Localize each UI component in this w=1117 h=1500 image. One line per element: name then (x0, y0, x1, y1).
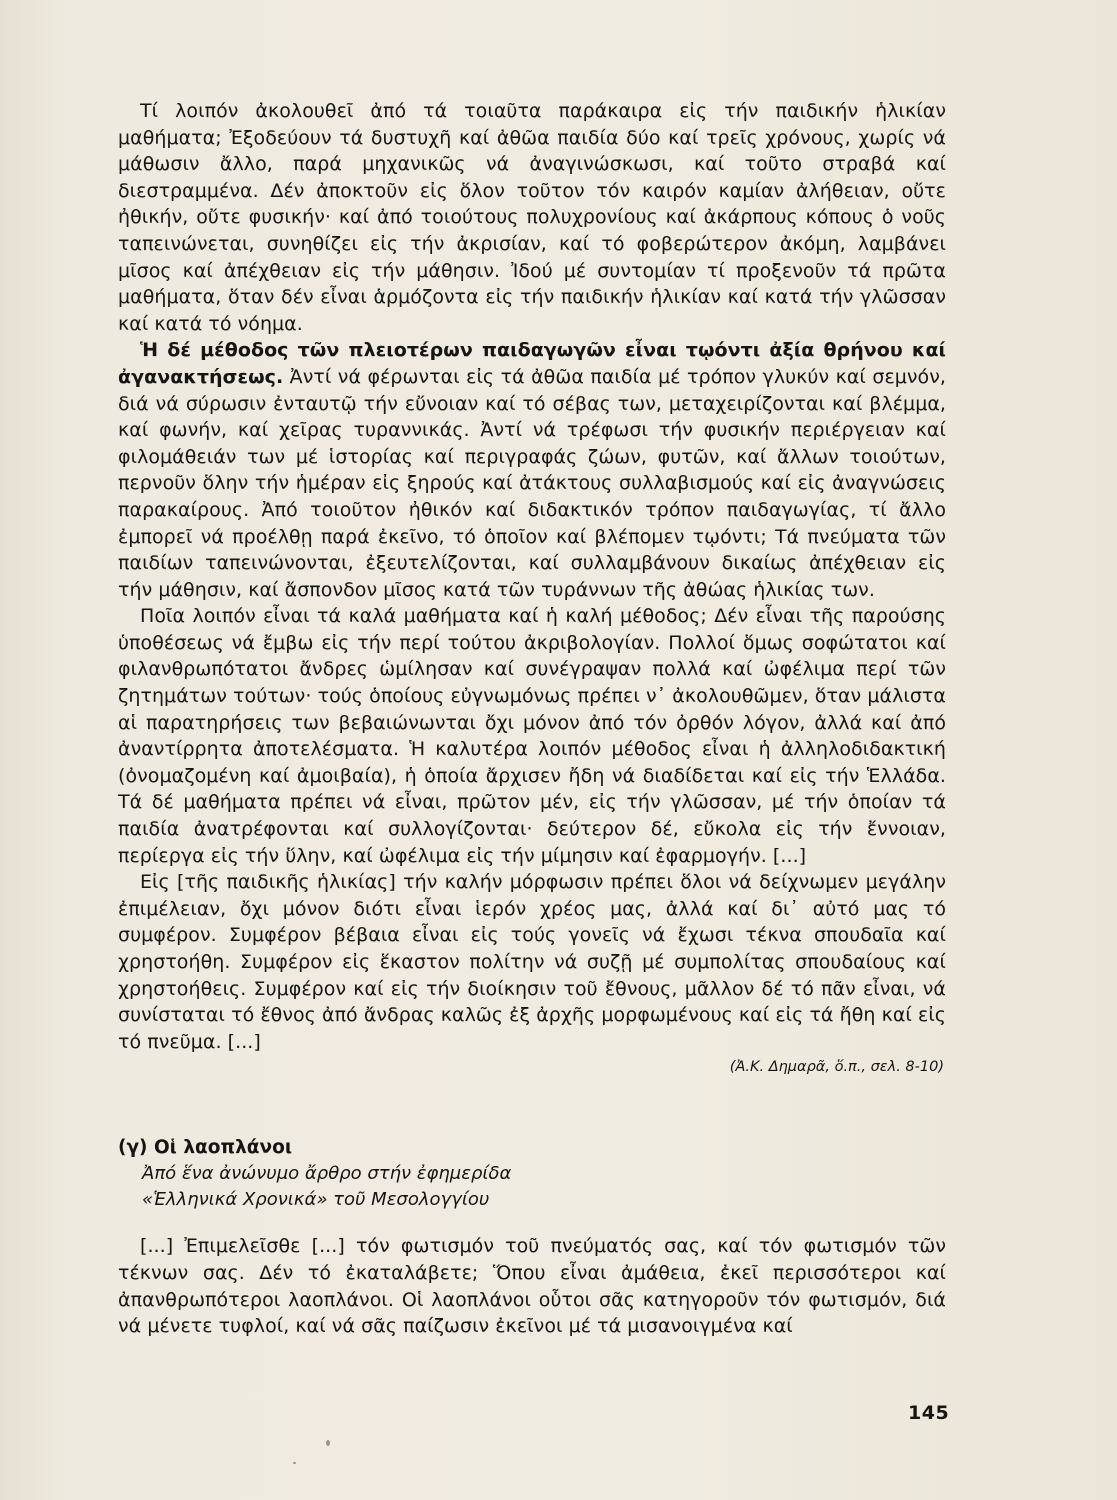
paragraph-2 (118, 337, 946, 603)
print-speck (326, 1440, 330, 1446)
section-subtitle-line-1: Ἀπό ἕνα ἀνώνυμο ἄρθρο στήν ἐφημερίδα (142, 1163, 512, 1185)
section-spacer (118, 1079, 946, 1135)
page-number: 145 (908, 1402, 950, 1424)
subtitle-spacer (118, 1213, 946, 1233)
source-citation: (Ἀ.Κ. Δημαρᾶ, ὅ.π., σελ. 8-10) (729, 1059, 944, 1076)
paragraph-1: Τί λοιπόν ἀκολουθεῖ ἀπό τά τοιαῦτα παράκαιρα εἰς τήν παιδικήν ἡλικίαν μαθήματα; Ἐξοδεύουν τά δυστυχῆ καί ἀθῶα παιδία δύο καί τρεῖς χρόνους, χωρίς νά μάθωσιν ἄλλο, παρά μηχανικῶς νά ἀναγινώσκωσι, καί τοῦτο στραβά καί διεστραμμένα. Δέν ἀποκτοῦν εἰς ὅλον τοῦτον τόν καιρόν καμίαν ἀλήθειαν, οὔτε ἠθικήν, οὔτε φυσικήν· καί ἀπό τοιούτους πολυχρονίους καί ἀκάρπους κόπους ὁ νοῦς ταπεινώνεται, συνηθίζει εἰς τήν ἀκρισίαν, καί τό φοβερώτερον ἀκόμη, λαμβάνει μῖσος καί ἀπέχθειαν εἰς τήν μάθησιν. Ἰδού μέ συντομίαν τί προξενοῦν τά πρῶτα μαθήματα, ὅταν δέν εἶναι ἁρμόζοντα εἰς τήν παιδικήν ἡλικίαν καί κατά τήν γλῶσσαν καί κατά τό νόημα. (118, 100, 946, 335)
paragraph-2-bold-lead: Ἡ δέ μέθοδος τῶν πλειοτέρων παιδαγωγῶν εἶναι τῳόντι ἀξία θρήνου καί ἀγανακτήσεως. (118, 339, 946, 388)
paragraph-2-body: Ἀντί νά φέρωνται εἰς τά ἀθῶα παιδία μέ τρόπον γλυκύν καί σεμνόν, διά νά σύρωσιν ἐνταυτῷ τήν εὔνοιαν καί τό σέβας των, μεταχειρίζονται καί βλέμμα, καί φωνήν, καί χεῖρας τυραννικάς. Ἀντί νά τρέφωσι τήν φυσικήν περιέργειαν καί φιλομάθειάν των μέ ἱστορίας καί περιγραφάς ζώων, φυτῶν, καί ἄλλων τοιούτων, περνοῦν ὅλην τήν ἡμέραν εἰς ξηρούς καί ἀτάκτους συλλαβισμούς καί εἰς ἀναγνώσεις παρακαίρους. Ἀπό τοιοῦτον ἠθικόν καί διδακτικόν τρόπον παιδαγωγίας, τί ἄλλο ἐμπορεῖ νά προέλθῃ παρά ἐκεῖνο, τό ὁποῖον καί βλέπομεν τῳόντι; Τά πνεύματα τῶν παιδίων ταπεινώνονται, ἐξευτελίζονται, καί συλλαμβάνουν δικαίως ἀπέχθειαν εἰς τήν μάθησιν, καί ἄσπονδον μῖσος κατά τῶν τυράννων τῆς ἀθώας ἡλικίας των. (118, 365, 946, 601)
section-heading: (γ) Οἱ λαοπλάνοι (118, 1137, 293, 1159)
paragraph-4: Εἰς [τῆς παιδικῆς ἡλικίας] τήν καλήν μόρφωσιν πρέπει ὅλοι νά δείχνωμεν μεγάλην ἐπιμέλειαν, ὄχι μόνον διότι εἶναι ἱερόν χρέος μας, ἀλλά καί δι᾿ αὐτό μας τό συμφέρον. Συμφέρον βέβαια εἶναι εἰς τούς γονεῖς νά ἔχωσι τέκνα σπουδαῖα καί χρηστοήθη. Συμφέρον εἰς ἕκαστον πολίτην νά συζῇ μέ συμπολίτας σπουδαίους καί χρηστοήθεις. Συμφέρον καί εἰς τήν διοίκησιν τοῦ ἔθνους, μᾶλλον δέ τό πᾶν εἶναι, νά συνίσταται τό ἔθνος ἀπό ἄνδρας καλῶς ἐξ ἀρχῆς μορφωμένους καί εἰς τά ἤθη καί εἰς τό πνεῦμα. [...] (118, 871, 946, 1053)
section-paragraph: [...] Ἐπιμελεῖσθε [...] τόν φωτισμόν τοῦ πνεύματός σας, καί τόν φωτισμόν τῶν τέκνων σας. Δέν τό ἐκαταλάβετε; Ὅπου εἶναι ἀμάθεια, ἐκεῖ περισσότεροι καί ἀπανθρωπότεροι λαοπλάνοι. Οἱ λαοπλάνοι οὗτοι σᾶς κατηγοροῦν τόν φωτισμόν, διά νά μένετε τυφλοί, καί νά σᾶς παίζωσιν ἐκεῖνοι μέ τά μισανοιγμένα καί (118, 1235, 946, 1338)
paragraph-3: Ποῖα λοιπόν εἶναι τά καλά μαθήματα καί ἡ καλή μέθοδος; Δέν εἶναι τῆς παρούσης ὑποθέσεως νά ἔμβω εἰς τήν περί τούτου ἀκριβολογίαν. Πολλοί ὅμως σοφώτατοι καί φιλανθρωπότατοι ἄνδρες ὡμίλησαν καί συνέγραψαν πολλά καί ὠφέλιμα περί τῶν ζητημάτων τούτων· τούς ὁποίους εὐγνωμόνως πρέπει ν᾿ ἀκολουθῶμεν, ὅταν μάλιστα αἱ παρατηρήσεις των βεβαιώνωνται ὄχι μόνον ἀπό τόν ὀρθόν λόγον, ἀλλά καί ἀπό ἀναντίρρητα ἀποτελέσματα. Ἡ καλυτέρα λοιπόν μέθοδος εἶναι ἡ ἀλληλοδιδακτική (ὀνομαζομένη καί ἀμοιβαία), ἡ ὁποία ἄρχισεν ἤδη νά διαδίδεται καί εἰς τήν Ἑλλάδα. Τά δέ μαθήματα πρέπει νά εἶναι, πρῶτον μέν, εἰς τήν γλῶσσαν, μέ τήν ὁποίαν τά παιδία ἀνατρέφονται καί συλλογίζονται· δεύτερον δέ, εὔκολα εἰς τήν ἔννοιαν, περίεργα εἰς τήν ὕλην, καί ὠφέλιμα εἰς τήν μίμησιν καί ἐφαρμογήν. [...] (118, 605, 946, 867)
print-speck (293, 1462, 296, 1464)
section-subtitle-line-2: «Ἑλληνικά Χρονικά» τοῦ Μεσολογγίου (142, 1189, 490, 1211)
text-column (118, 98, 946, 1340)
